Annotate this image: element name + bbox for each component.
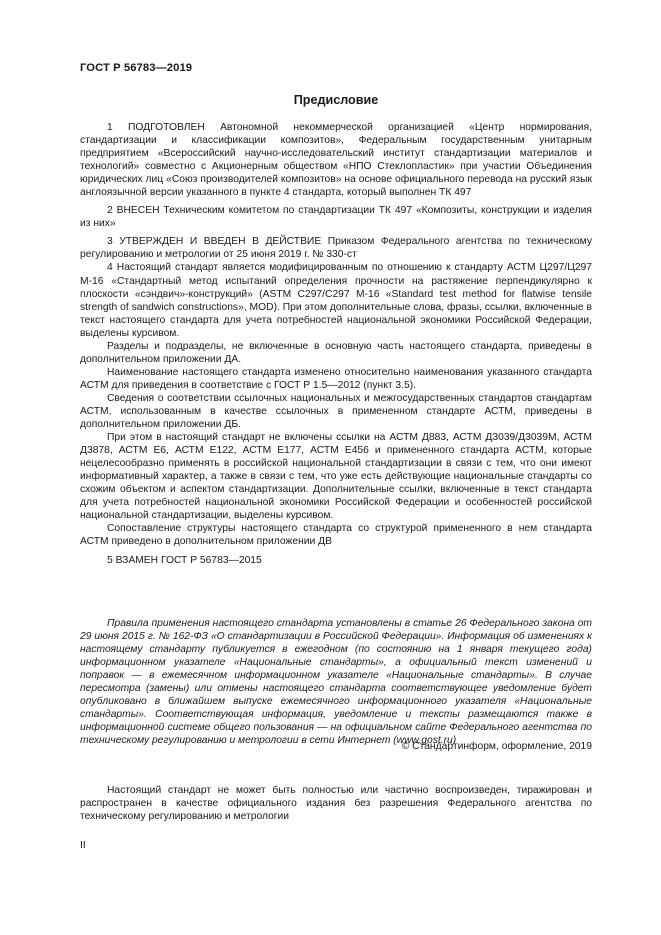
foreword-item-prepared: 1 ПОДГОТОВЛЕН Автономной некоммерческой организацией «Центр нормирования, стандартизации и классификации композитов», Федеральным государственным унитарным предприятием «Всероссийский научно-исследовательский институт стандартизации материалов и технологий» совместно с Акционерным обществом «НПО Стеклопластик» при участии Объединения юридических лиц «Союз производителей композитов» на основе официального перевода на русский язык англоязычной версии указанного в пункте 4 стандарта, который выполнен ТК 497 <box>80 122 592 199</box>
reproduction-notice: Настоящий стандарт не может быть полностью или частично воспроизведен, тиражирован и распространен в качестве официального издания без разрешения Федерального агентства по техническому регулированию и метрологии <box>80 785 592 823</box>
foreword-item-modified: 4 Настоящий стандарт является модифицированным по отношению к стандарту АСТМ Ц297/Ц297 М-16 «Стандартный метод испытаний определения прочности на растяжение перпендикулярно к плоскости «сэндвич»-конструкций» (ASTM C297/C297 M-16 «Standard test method for flatwise tensile strength of sandwich constructions», MOD). При этом дополнительные слова, фразы, ссылки, включенные в текст настоящего стандарта для учета потребностей национальной экономики Российской Федерации, выделены курсивом. <box>80 262 592 339</box>
foreword-item-submitted: 2 ВНЕСЕН Техническим комитетом по стандартизации ТК 497 «Композиты, конструкции и изделия из них» <box>80 205 592 230</box>
page-number: II <box>80 840 86 851</box>
foreword-item-replaces: 5 ВЗАМЕН ГОСТ Р 56783—2015 <box>107 554 262 566</box>
foreword-item-approved: 3 УТВЕРЖДЕН И ВВЕДЕН В ДЕЙСТВИЕ Приказом Федерального агентства по техническому регулированию и метрологии от 25 июня 2019 г. № 330-ст <box>80 236 592 261</box>
copyright-notice: © Стандартинформ, оформление, 2019 <box>401 741 592 752</box>
application-rules-note: Правила применения настоящего стандарта установлены в статье 26 Федерального закона от 29 июня 2015 г. № 162-ФЗ «О стандартизации в Российской Федерации». Информация об изменениях к настоящему стандарту публикуется в ежегодном (по состоянию на 1 января текущего года) информационном указателе «Национальные стандарты», а официальный текст изменений и поправок — в ежемесячном информационном указателе «Национальные стандарты». В случае пересмотра (замены) или отмены настоящего стандарта соответствующее уведомление будет опубликовано в ближайшем выпуске ежемесячного информационного указателя «Национальные стандарты». Соответствующая информация, уведомление и тексты размещаются также в информационной системе общего пользования — на официальном сайте Федерального агентства по техническому регулированию и метрологии в сети Интернет (www.gost.ru) <box>80 618 592 747</box>
foreword-paragraph-excluded-refs: При этом в настоящий стандарт не включены ссылки на АСТМ Д883, АСТМ Д3039/Д3039М, АСТМ Д3878, АСТМ Е6, АСТМ Е122, АСТМ Е177, АСТМ Е456 и примененного стандарта АСТМ, которые нецелесообразно применять в российской национальной стандартизации в связи с тем, что они имеют информативный характер, а также в связи с тем, что уже есть действующие национальные стандарты со схожим объектом и аспектом стандартизации. Дополнительные ссылки, включенные в текст стандарта для учета потребностей национальной экономики Российской Федерации и особенностей российской национальной стандартизации, выделены курсивом. <box>80 432 592 522</box>
foreword-paragraph-annex-db: Сведения о соответствии ссылочных национальных и межгосударственных стандартов стандартам АСТМ, использованным в качестве ссылочных в примененном стандарте АСТМ, приведены в дополнительном приложении ДБ. <box>80 392 592 431</box>
foreword-paragraph-title-change: Наименование настоящего стандарта изменено относительно наименования указанного стандарта АСТМ для приведения в соответствие с ГОСТ Р 1.5—2012 (пункт 3.5). <box>80 366 592 391</box>
foreword-paragraph-annex-dv: Сопоставление структуры настоящего стандарта со структурой примененного в нем стандарта АСТМ приведено в дополнительном приложении ДВ <box>80 523 592 548</box>
foreword-title: Предисловие <box>293 93 379 107</box>
foreword-body <box>80 121 592 567</box>
foreword-paragraph-annex-da: Разделы и подразделы, не включенные в основную часть настоящего стандарта, приведены в дополнительном приложении ДА. <box>80 340 592 365</box>
standard-code-header: ГОСТ Р 56783—2019 <box>80 62 193 74</box>
